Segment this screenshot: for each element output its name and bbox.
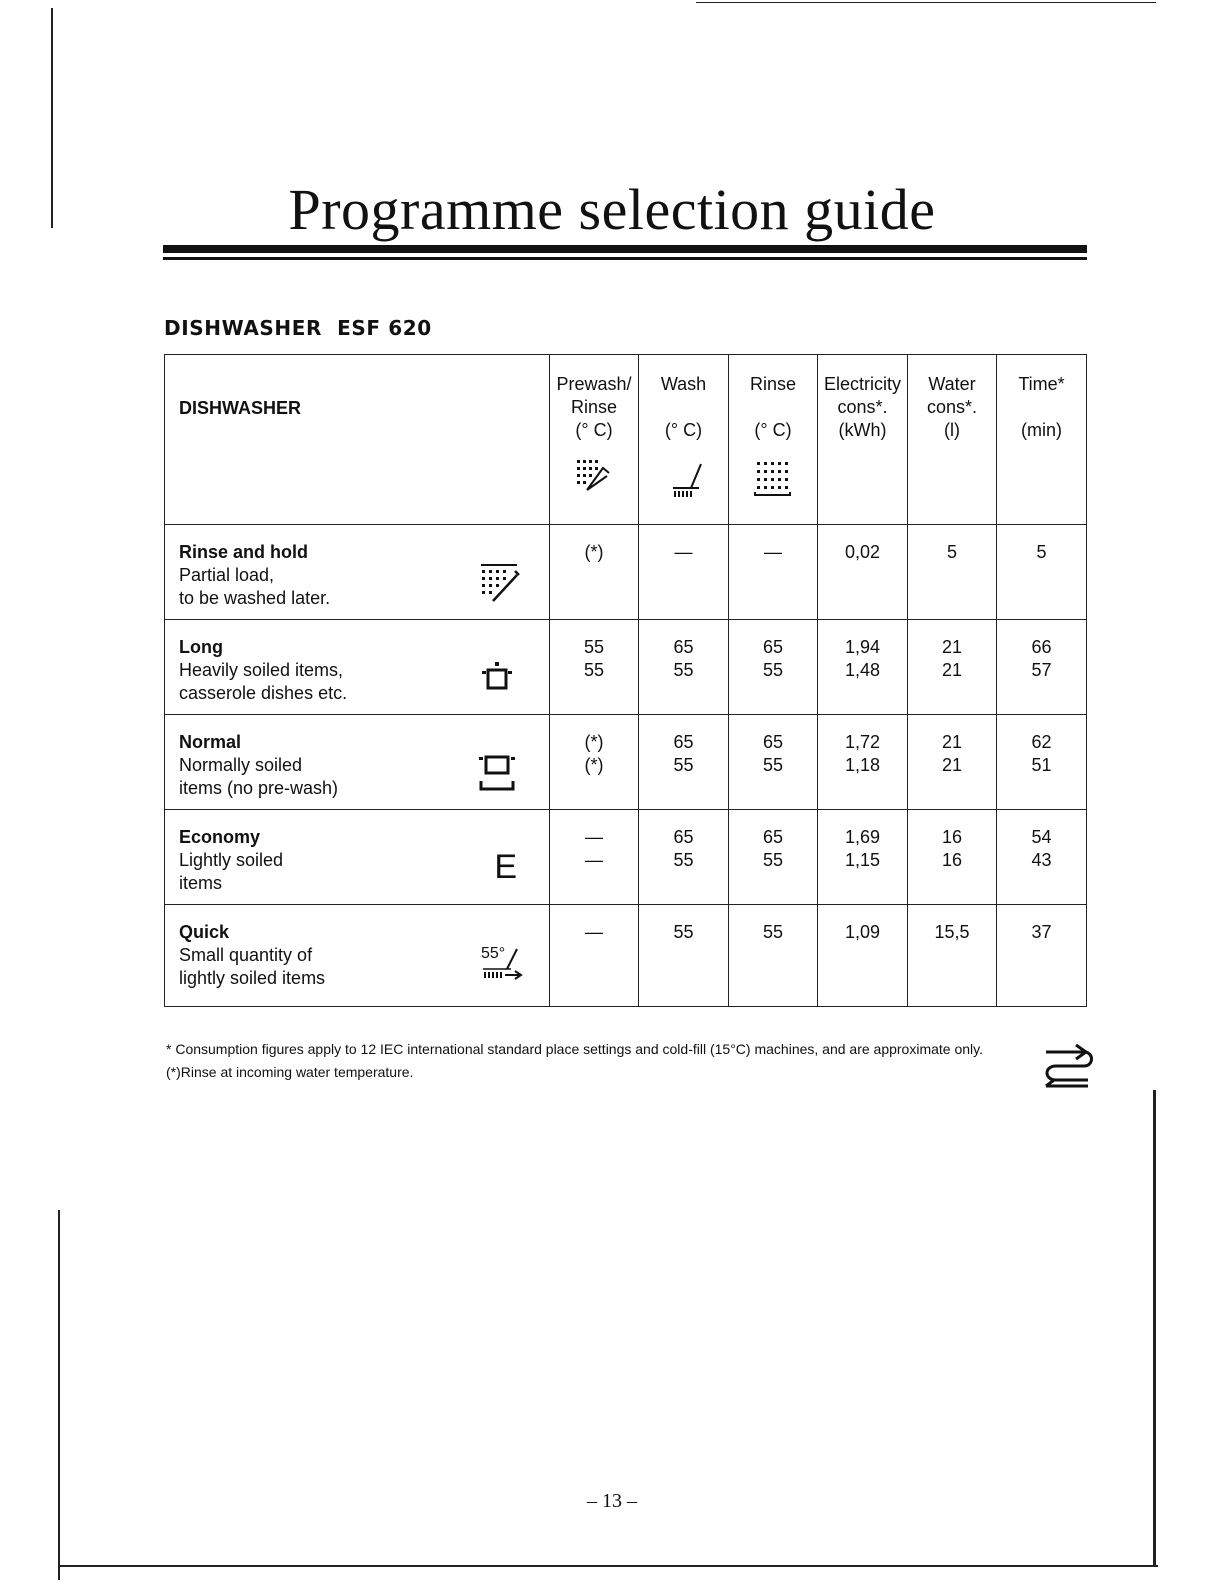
- title-rule-thick: [163, 245, 1087, 253]
- section-title: DISHWASHER ESF 620: [164, 316, 432, 340]
- value-cell: 65 55: [639, 810, 729, 905]
- table-row: [165, 620, 1087, 715]
- scan-edge-top: [696, 2, 1156, 3]
- value-cell: 66 57: [997, 620, 1087, 715]
- programme-desc: to be washed later.: [179, 588, 331, 608]
- value-cell: 55: [639, 905, 729, 1007]
- rinse-hold-icon: [477, 559, 523, 605]
- programme-desc: Normally soiled: [179, 755, 303, 775]
- value-cell: 1,94 1,48: [818, 620, 908, 715]
- value-cell: 1,69 1,15: [818, 810, 908, 905]
- programme-desc: Small quantity of: [179, 945, 313, 965]
- programme-table: [164, 354, 1087, 1007]
- footnote-consumption: * Consumption figures apply to 12 IEC international standard place settings and cold-fill (15°C) machines, and are approximate only.: [166, 1041, 984, 1057]
- programme-desc: lightly soiled items: [179, 968, 326, 988]
- programme-cell-long: [165, 620, 550, 715]
- column-header-wash: Wash (° C): [639, 355, 729, 525]
- value-cell: —: [729, 525, 818, 620]
- quick-icon-label: 55°: [481, 945, 506, 962]
- table-row: [165, 810, 1087, 905]
- programme-desc: Lightly soiled: [179, 850, 284, 870]
- rinse-icon: [752, 456, 794, 498]
- programme-cell-normal: [165, 715, 550, 810]
- programme-name: Long: [179, 637, 223, 657]
- quick-icon-graphic: [481, 945, 525, 985]
- programme-name: Rinse and hold: [179, 542, 309, 562]
- value-cell: —: [550, 905, 639, 1007]
- column-header-electricity: Electricity cons*. (kWh): [818, 355, 908, 525]
- quick-icon: [481, 945, 525, 985]
- value-cell: 37: [997, 905, 1087, 1007]
- table-header-label: DISHWASHER: [165, 355, 550, 525]
- turn-page-arrow-icon: [1040, 1040, 1094, 1092]
- value-cell: 55: [729, 905, 818, 1007]
- programme-cell-rinse-and-hold: [165, 525, 550, 620]
- value-cell: 1,09: [818, 905, 908, 1007]
- column-header-water: Water cons*. (l): [908, 355, 997, 525]
- scan-edge-left-lower: [58, 1210, 60, 1580]
- value-cell: 62 51: [997, 715, 1087, 810]
- value-cell: 1,72 1,18: [818, 715, 908, 810]
- page-number: – 13 –: [587, 1490, 637, 1512]
- programme-name: Quick: [179, 922, 230, 942]
- title-rule-thin: [163, 257, 1087, 260]
- value-cell: 65 55: [729, 620, 818, 715]
- wash-icon: [663, 456, 705, 498]
- page-title: Programme selection guide: [288, 177, 936, 242]
- economy-icon: E: [494, 848, 517, 886]
- programme-desc: items: [179, 873, 223, 893]
- value-cell: 21 21: [908, 620, 997, 715]
- programme-desc: Partial load,: [179, 565, 275, 585]
- value-cell: 5: [997, 525, 1087, 620]
- value-cell: 21 21: [908, 715, 997, 810]
- prewash-icon: [573, 456, 615, 498]
- value-cell: 65 55: [639, 620, 729, 715]
- value-cell: —: [639, 525, 729, 620]
- column-header-rinse: Rinse (° C): [729, 355, 818, 525]
- value-cell: 65 55: [729, 810, 818, 905]
- value-cell: 15,5: [908, 905, 997, 1007]
- value-cell: 65 55: [729, 715, 818, 810]
- programme-desc: Heavily soiled items,: [179, 660, 344, 680]
- table-header-row: [165, 355, 1087, 525]
- scan-edge-bottom: [58, 1565, 1158, 1567]
- pot-icon: [479, 658, 515, 694]
- programme-cell-quick: [165, 905, 550, 1007]
- programme-desc: items (no pre-wash): [179, 778, 339, 798]
- value-cell: 5: [908, 525, 997, 620]
- value-cell: 16 16: [908, 810, 997, 905]
- value-cell: 54 43: [997, 810, 1087, 905]
- column-header-time: Time* (min): [997, 355, 1087, 525]
- value-cell: (*): [550, 525, 639, 620]
- programme-desc: casserole dishes etc.: [179, 683, 348, 703]
- table-row: [165, 715, 1087, 810]
- programme-name: Economy: [179, 827, 261, 847]
- programme-cell-economy: [165, 810, 550, 905]
- value-cell: 55 55: [550, 620, 639, 715]
- value-cell: (*) (*): [550, 715, 639, 810]
- value-cell: 65 55: [639, 715, 729, 810]
- table-row: [165, 905, 1087, 1007]
- programme-name: Normal: [179, 732, 242, 752]
- value-cell: 0,02: [818, 525, 908, 620]
- footnote-rinse: (*)Rinse at incoming water temperature.: [166, 1064, 414, 1080]
- plate-icon: [477, 753, 517, 795]
- table-row: [165, 525, 1087, 620]
- column-header-prewash: Prewash/ Rinse (° C): [550, 355, 639, 525]
- value-cell: — —: [550, 810, 639, 905]
